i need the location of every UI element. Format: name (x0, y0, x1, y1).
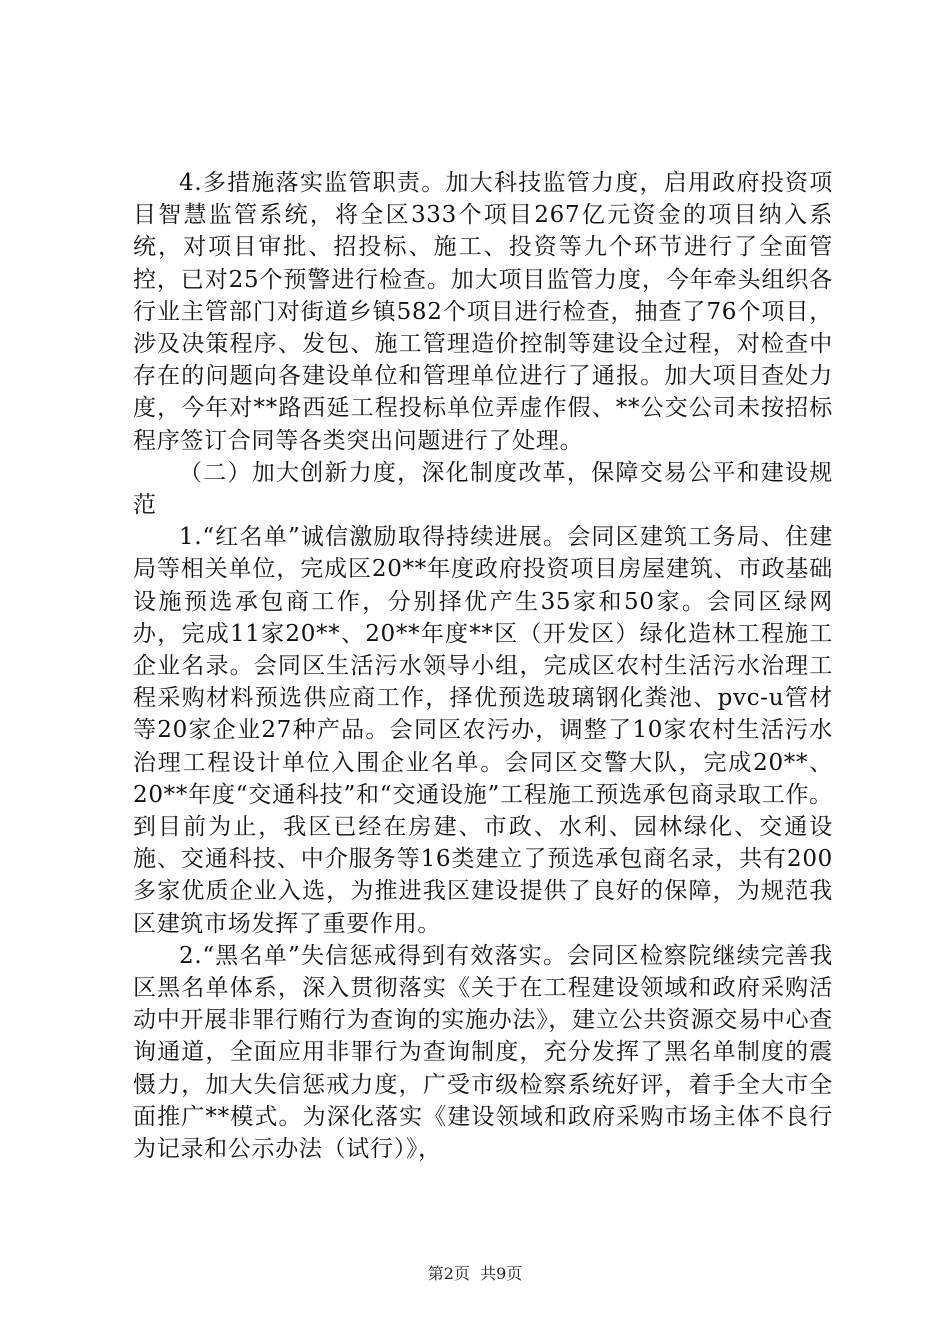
paragraph-red-list: 1.“红名单”诚信激励取得持续进展。会同区建筑工务局、住建局等相关单位，完成区20**年度政府投资项目房屋建筑、市政基础设施预选承包商工作，分别择优产生35家和50家。会同区绿网办，完成11家20**、20**年度**区（开发区）绿化造林工程施工企业名录。会同区生活污水领导小组，完成区农村生活污水治理工程采购材料预选供应商工作，择优预选玻璃钢化粪池、pvc-u管材等20家企业27种产品。会同区农污办，调整了10家农村生活污水治理工程设计单位入围企业名单。会同区交警大队，完成20**、20**年度“交通科技”和“交通设施”工程施工预选承包商录取工作。到目前为止，我区已经在房建、市政、水利、园林绿化、交通设施、交通科技、中介服务等16类建立了预选承包商名录，共有200多家优质企业入选，为推进我区建设提供了良好的保障，为规范我区建筑市场发挥了重要作用。 (133, 524, 833, 937)
page-total: 共9页 (480, 1264, 523, 1283)
paragraph-supervision-measures: 4.多措施落实监管职责。加大科技监管力度，启用政府投资项目智慧监管系统，将全区333个项目267亿元资金的项目纳入系统，对项目审批、招投标、施工、投资等九个环节进行了全面管控，已对25个预警进行检查。加大项目监管力度，今年牵头组织各行业主管部门对街道乡镇582个项目进行检查，抽查了76个项目，涉及决策程序、发包、施工管理造价控制等建设全过程，对检查中存在的问题向各建设单位和管理单位进行了通报。加大项目查处力度，今年对**路西延工程投标单位弄虚作假、**公交公司未按招标程序签订合同等各类突出问题进行了处理。 (133, 170, 833, 454)
page-number: 第2页 (427, 1264, 470, 1283)
section-heading-innovation: （二）加大创新力度，深化制度改革，保障交易公平和建设规范 (133, 459, 833, 519)
page-footer (0, 1264, 950, 1284)
document-body (133, 167, 833, 1165)
paragraph-black-list: 2.“黑名单”失信惩戒得到有效落实。会同区检察院继续完善我区黑名单体系，深入贯彻落实《关于在工程建设领域和政府采购活动中开展非罪行贿行为查询的实施办法》，建立公共资源交易中心查询通道，全面应用非罪行为查询制度，充分发挥了黑名单制度的震慑力，加大失信惩戒力度，广受市级检察系统好评，着手全大市全面推广**模式。为深化落实《建设领域和政府采购市场主体不良行为记录和公示办法（试行）》， (133, 942, 833, 1163)
